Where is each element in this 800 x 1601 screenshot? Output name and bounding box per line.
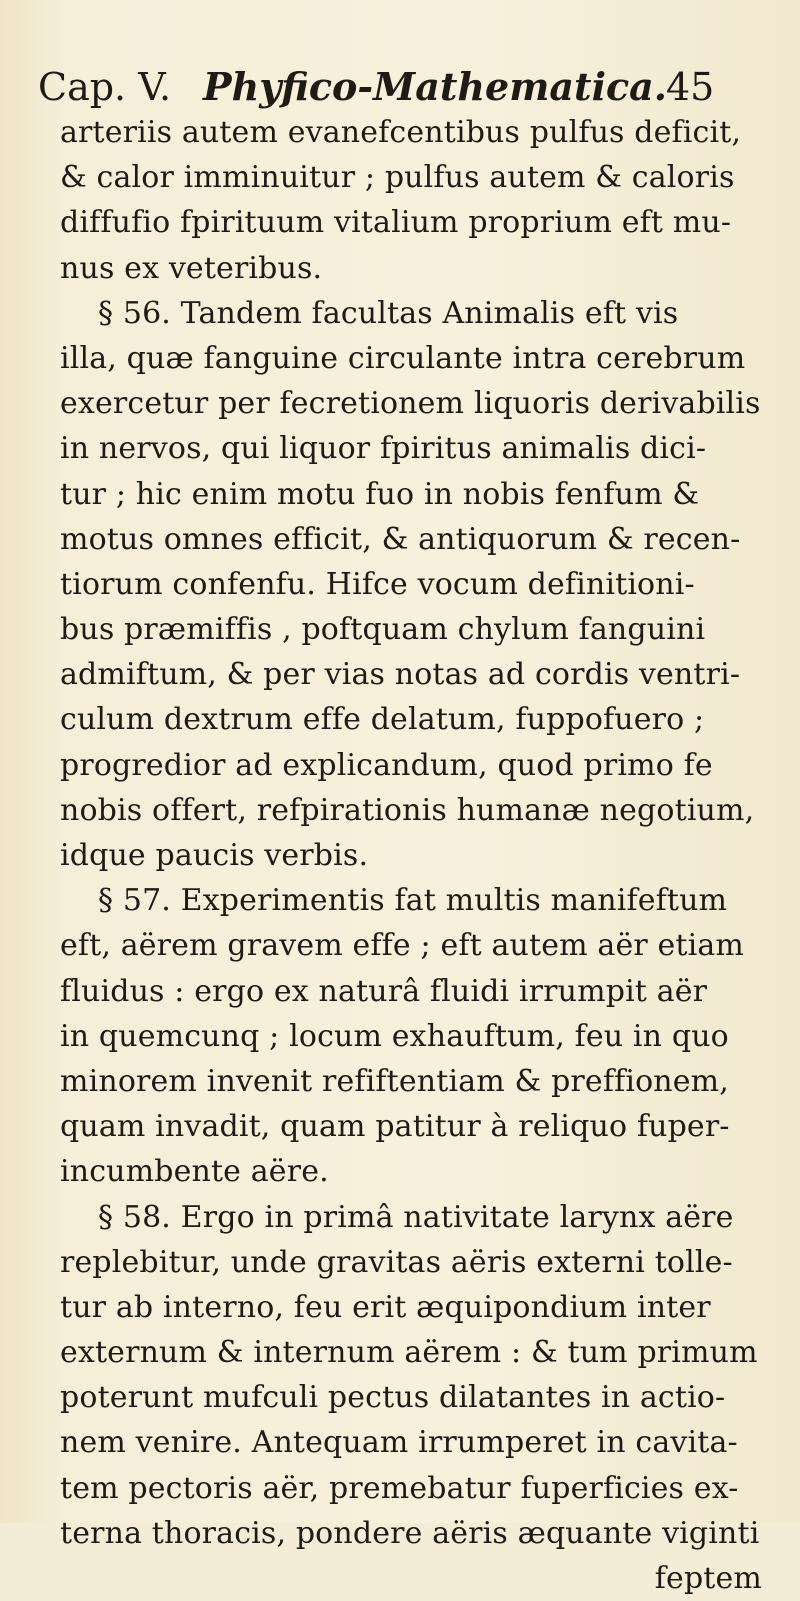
text-line: eft, aërem gravem effe ; eft autem aër etiam [60,928,745,964]
text-line: tur ab interno, feu erit æquipondium inter [60,1289,711,1325]
text-line: motus omnes efficit, & antiquorum & recen- [60,521,741,557]
text-line: incumbente aëre. [60,1154,329,1190]
text-line: idque paucis verbis. [60,838,369,873]
text-line: diffufio fpirituum vitalium proprium eft mu- [60,205,732,241]
text-line: nus ex veteribus. [60,250,323,286]
text-line: poterunt mufculi pectus dilatantes in actio- [60,1380,726,1416]
text-line: progredior ad explicandum, quod primo fe [60,747,713,783]
running-header [38,62,738,112]
text-line: externum & internum aërem : & tum primum [60,1335,758,1371]
text-line: minorem invenit refiftentiam & preffionem, [60,1063,729,1099]
text-line: nem venire. Antequam irrumperet in cavita- [60,1425,738,1461]
text-line: tur ; hic enim motu fuo in nobis fenfum & [60,476,700,512]
text-line: culum dextrum effe delatum, fuppofuero ; [60,702,705,738]
catchword: feptem [654,1561,762,1596]
text-line: nobis offert, refpirationis humanæ negotium, [60,792,755,828]
text-line: in nervos, qui liquor fpiritus animalis dici- [60,431,707,467]
body-text [60,110,780,1601]
text-line: bus præmiffis , poftquam chylum fanguini [60,612,706,648]
section-56-start: § 56. Tandem facultas Animalis eft vis [98,295,679,331]
text-line: tiorum confenfu. Hifce vocum definitioni- [60,566,695,602]
section-58-start: § 58. Ergo in primâ nativitate larynx aëre [98,1199,734,1235]
chapter-label: Cap. V. [38,65,172,109]
page-number: 45 [666,65,715,109]
running-title: Phyfico-Mathematica. [203,64,668,109]
text-line: replebitur, unde gravitas aëris externi tolle- [60,1244,733,1280]
text-line: arteriis autem evanefcentibus pulfus deficit, [60,115,742,150]
text-line: terna thoracis, pondere aëris æquante viginti [60,1515,760,1551]
text-line: quam invadit, quam patitur à reliquo fuper- [60,1109,730,1145]
text-line: admiftum, & per vias notas ad cordis ventri- [60,657,741,693]
text-line: tem pectoris aër, premebatur fuperficies ex- [60,1470,739,1506]
text-line: in quemcunq ; locum exhauftum, feu in quo [60,1018,729,1054]
section-57-start: § 57. Experimentis fat multis manifeftum [98,883,728,919]
text-line: exercetur per fecretionem liquoris derivabilis [60,386,761,422]
text-line: & calor imminuitur ; pulfus autem & caloris [60,160,735,196]
text-line: illa, quæ fanguine circulante intra cerebrum [60,340,746,376]
text-line: fluidus : ergo ex naturâ fluidi irrumpit aër [60,973,708,1009]
